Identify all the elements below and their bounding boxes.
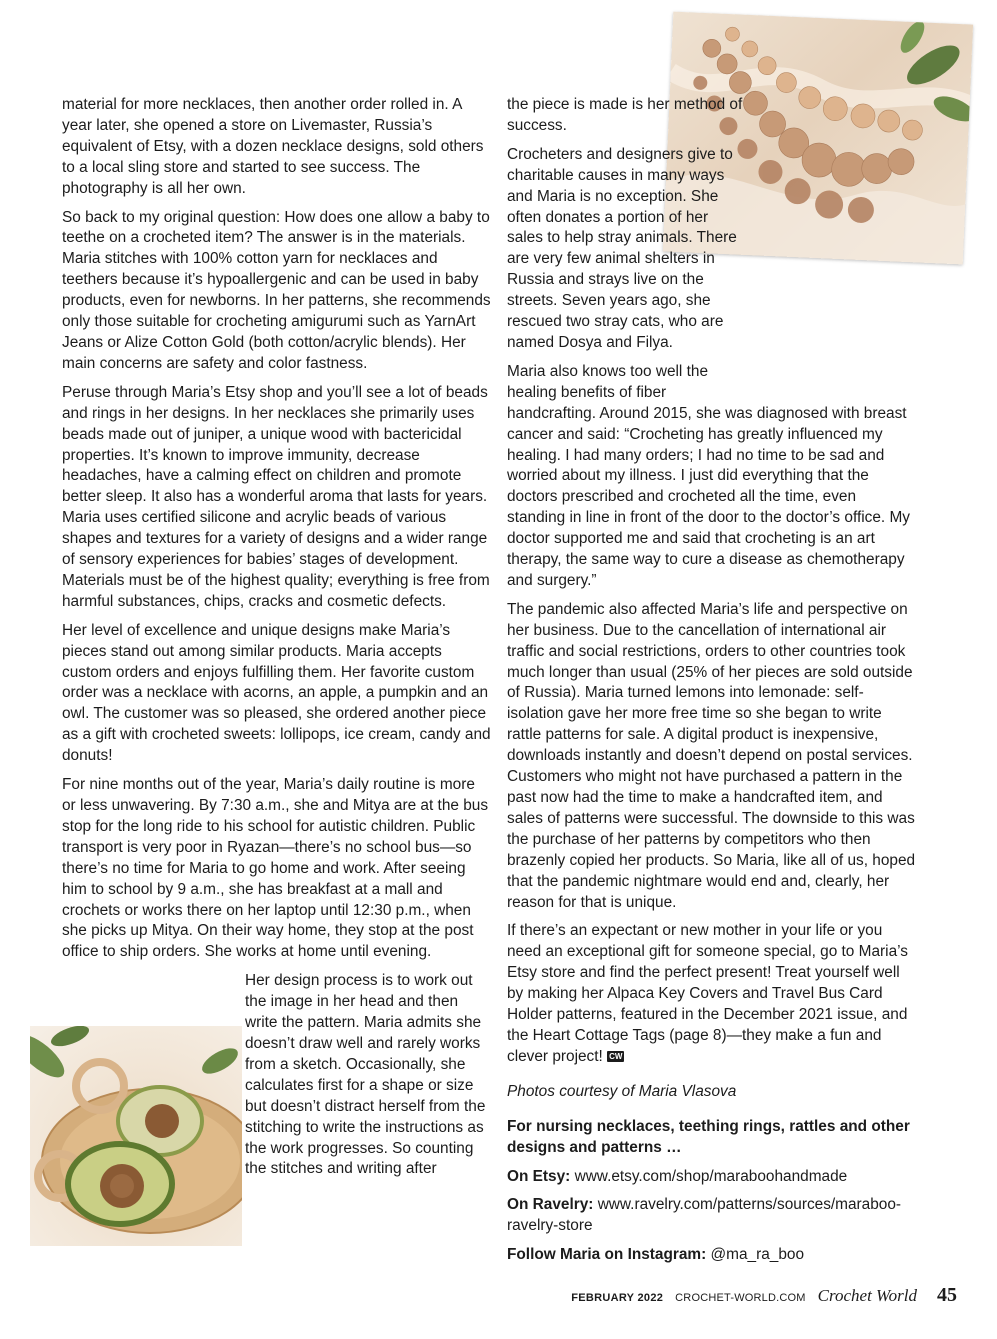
instagram-handle[interactable]: @ma_ra_boo	[710, 1246, 805, 1264]
photo-wrap-spacer	[62, 971, 245, 1186]
page-footer	[571, 1284, 957, 1308]
ravelry-url[interactable]: www.ravelry.com/patterns/sources/maraboo-ravelry-store	[507, 1196, 902, 1235]
ravelry-line	[507, 1195, 917, 1237]
info-heading: For nursing necklaces, teething rings, rattles and other designs and patterns …	[507, 1117, 910, 1156]
paragraph: For nine months out of the year, Maria’s daily routine is more or less unwavering. By 7:30 a.m., she and Mitya are at the bus stop for the long ride to his school for autistic children. Public transport is very poor in Ryazan—there’s no school bus—so there’s no time for Maria to go home and work. After seeing him to school by 9 a.m., she has breakfast at a mall and crochets or works there on her laptop until 12:30 p.m., when she picks up Mitya. On their way home, they stop at the post office to ship orders. She works at home until evening.	[62, 776, 489, 961]
magazine-name: Crochet World	[817, 1286, 917, 1305]
page-number: 45	[937, 1284, 957, 1306]
etsy-line	[507, 1167, 917, 1188]
paragraph: the piece is made is her method of success.	[507, 96, 743, 134]
website: CROCHET-WORLD.COM	[675, 1292, 806, 1304]
paragraph: So back to my original question: How does one allow a baby to teethe on a crocheted item? The answer is in the materials. Maria stitches with 100% cotton yarn for necklaces and teethers because it’s hypoallergenic and can be used in baby products, even for newborns. In her patterns, she recommends only those suitable for crocheting amigurumi such as YarnArt Jeans or Alize Cotton Gold (both cotton/acrylic blends). Her main concerns are safety and color fastness.	[62, 208, 491, 372]
photo-credits: Photos courtesy of Maria Vlasova	[507, 1082, 737, 1100]
etsy-label: On Etsy:	[507, 1167, 571, 1185]
photo-wrap-spacer	[747, 95, 917, 388]
article-column-left	[62, 95, 492, 1188]
paragraph: The pandemic also affected Maria’s life and perspective on her business. Due to the cancellation of international air traffic and social restrictions, orders to other countries took much longer than usual (25% of her pieces are sold outside of Russia). Maria turned lemons into lemonade: self-isolation gave her more free time so she began to write rattle patterns for sale. A digital product is inexpensive, downloads instantly and doesn’t depend on postal services. Customers who might not have purchased a pattern in the past now had the time to make a handcrafted item, and sales of patterns were successful. The downside to this was the purchase of her patterns by competitors who then brazenly copied her products. So Maria, like all of us, hoped that the pandemic nightmare would end and, clearly, her reason for that is unique.	[507, 600, 916, 911]
article-column-right	[507, 95, 917, 1274]
paragraph: Crocheters and designers give to charitable causes in many ways and Maria is no exception. She often donates a portion of her sales to help stray animals. There are very few animal shelters in Russia and strays live on the streets. Seven years ago, she rescued two stray cats, who are named Dosya and Filya.	[507, 145, 737, 351]
issue-date: FEBRUARY 2022	[571, 1292, 664, 1304]
etsy-url[interactable]: www.etsy.com/shop/maraboohandmade	[574, 1167, 848, 1185]
instagram-label: Follow Maria on Instagram:	[507, 1246, 707, 1264]
instagram-line	[507, 1245, 917, 1266]
paragraph: Maria also knows too well the healing benefits of fiber handcrafting. Around 2015, she was diagnosed with breast cancer and said: “Crocheting has greatly influenced my healing. I had many orders; I had no time to be sad and worried about my illness. I just did everything that the doctors prescribed and crocheted all the time, even standing in line in front of the door to the doctor’s office. My doctor supported me and said that crocheting is an art therapy, the same way to cure a disease as chemotherapy and surgery.”	[507, 362, 910, 589]
closing-paragraph-text: If there’s an expectant or new mother in your life or you need an exceptional gift for someone special, go to Maria’s Etsy store and find the perfect present! Treat yourself well by making her Alpaca Key Covers and Travel Bus Card Holder patterns, featured in the December 2021 issue, and the Heart Cottage Tags (page 8)—they make a fun and clever project!	[507, 922, 908, 1065]
paragraph	[507, 921, 917, 1067]
paragraph: Her level of excellence and unique designs make Maria’s pieces stand out among similar products. Maria accepts custom orders and enjoys fulfilling them. Her favorite custom order was a necklace with acorns, an apple, a pumpkin and an owl. The customer was so pleased, she ordered another piece as a gift with crocheted sweets: lollipops, ice cream, candy and donuts!	[62, 621, 491, 765]
paragraph: Peruse through Maria’s Etsy shop and you’ll see a lot of beads and rings in her designs. In her necklaces she primarily uses beads made out of juniper, a unique wood with bactericidal properties. It’s known to improve immunity, decrease headaches, have a calming effect on children and promote better sleep. It also has a wonderful aroma that lasts for years. Maria uses certified silicone and acrylic beads of various shapes and textures for a variety of designs and a wider range of sensory experiences for babies’ stages of development. Materials must be of the highest quality; everything is free from harmful substances, chips, cracks and cosmetic defects.	[62, 383, 490, 610]
end-mark-badge: CW	[609, 1051, 623, 1061]
paragraph: Her design process is to work out the image in her head and then write the pattern. Maria admits she doesn’t draw well and rarely works from a sketch. Occasionally, she calculates first for a shape or size but doesn’t distract herself from the stitching to write the instructions as the work progresses. So counting the stitches and writing after	[245, 972, 486, 1178]
ravelry-label: On Ravelry:	[507, 1196, 594, 1214]
paragraph: material for more necklaces, then another order rolled in. A year later, she opened a store on Livemaster, Russia’s equivalent of Etsy, with a dozen necklace designs, sold others to a local sling store and started to see success. The photography is all her own.	[62, 96, 484, 197]
